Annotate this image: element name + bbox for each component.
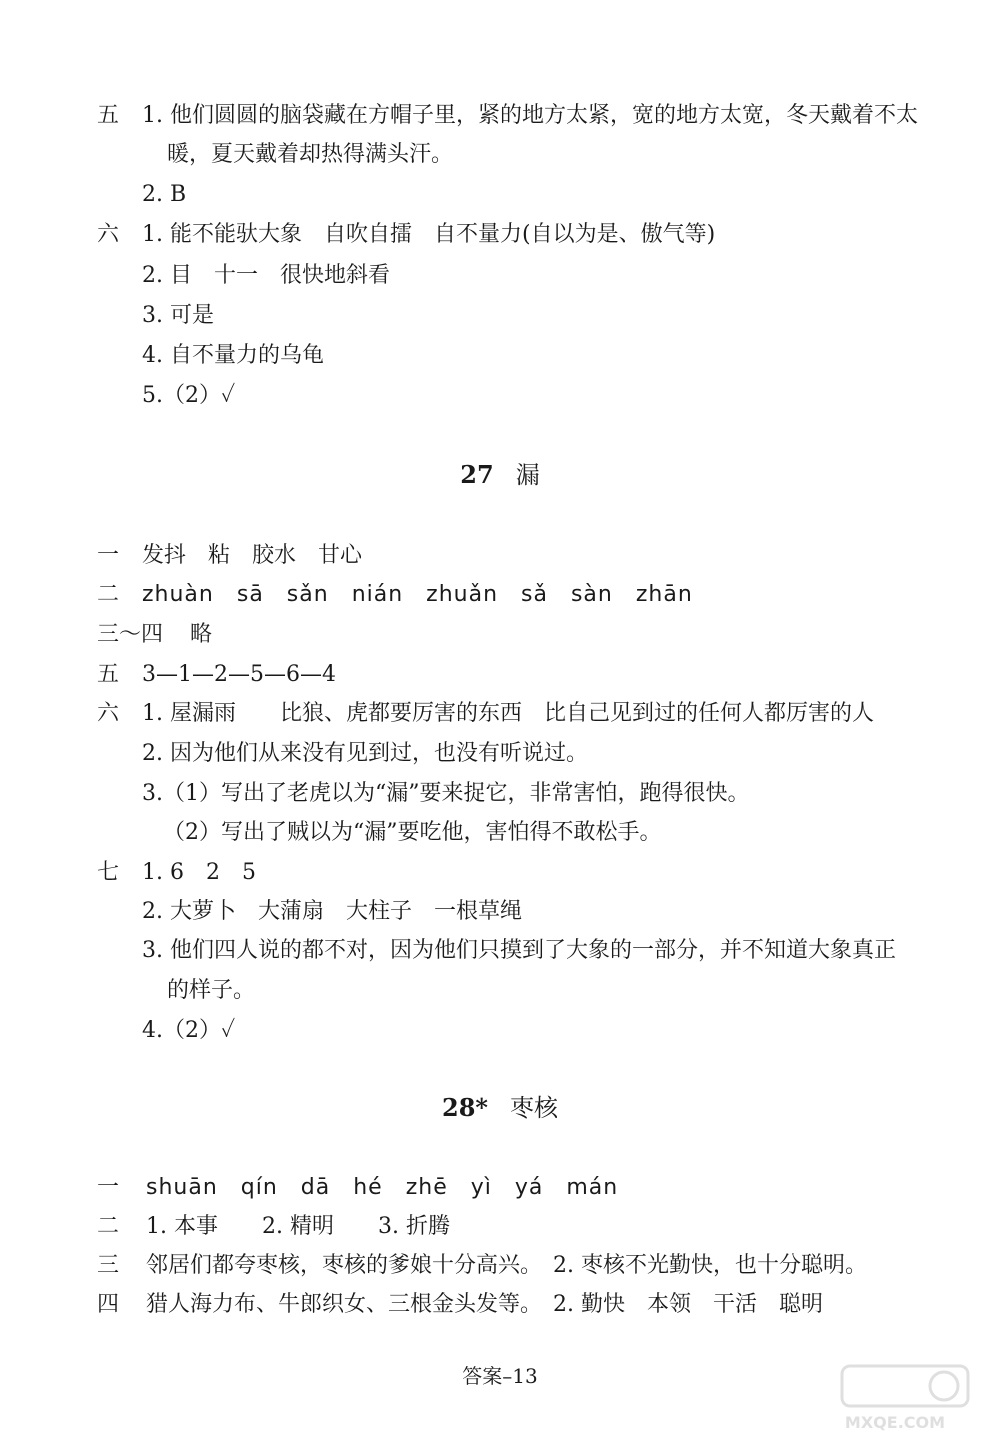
section-6-number: 六: [97, 222, 120, 247]
l27-item-6-line-1: 1. 6 2 5: [142, 860, 256, 885]
lesson-28-number: 28*: [442, 1093, 488, 1122]
l28-item-1-number: 一: [97, 1175, 120, 1200]
l27-item-5-line-4: （2）写出了贼以为“漏”要吃他，害怕得不敢松手。: [163, 820, 662, 845]
section-6-line-2: 2. 目 十一 很快地斜看: [142, 263, 390, 288]
l27-item-5-line-2: 2. 因为他们从来没有见到过，也没有听说过。: [142, 741, 588, 766]
watermark-logo: [840, 1362, 970, 1432]
l27-item-6-number: 七: [97, 860, 120, 885]
l27-item-1-text: 发抖 粘 胶水 甘心: [142, 543, 363, 568]
l27-item-4-number: 五: [97, 662, 120, 687]
l27-item-5-line-3: 3.（1）写出了老虎以为“漏”要来捉它，非常害怕，跑得很快。: [142, 781, 750, 806]
section-5-line-2: 暖，夏天戴着却热得满头汗。: [167, 142, 454, 167]
l27-item-2-text: zhuàn sā sǎn nián zhuǎn sǎ sàn zhān: [142, 582, 693, 607]
l27-item-4-text: 3—1—2—5—6—4: [142, 662, 336, 687]
page-footer: 答案–13: [462, 1364, 538, 1388]
section-5-number: 五: [97, 103, 120, 128]
section-6-line-5: 5.（2）✓: [142, 383, 236, 408]
l28-item-1-text: shuān qín dā hé zhē yì yá mán: [146, 1175, 619, 1200]
svg-text:MXQE.COM: MXQE.COM: [844, 1413, 946, 1432]
l28-item-2-number: 二: [97, 1214, 120, 1239]
l27-item-2-number: 二: [97, 582, 120, 607]
section-6-line-4: 4. 自不量力的乌龟: [142, 343, 324, 368]
l28-item-4-text: 猎人海力布、牛郎织女、三根金头发等。 2. 勤快 本领 干活 聪明: [146, 1292, 823, 1317]
lesson-28-title: 枣核: [509, 1094, 558, 1122]
l27-item-6-line-3: 3. 他们四人说的都不对，因为他们只摸到了大象的一部分，并不知道大象真正: [142, 938, 896, 963]
l28-item-3-text: 邻居们都夸枣核，枣核的爹娘十分高兴。 2. 枣核不光勤快，也十分聪明。: [146, 1253, 867, 1278]
lesson-28-heading: [0, 1092, 1000, 1124]
section-6-line-3: 3. 可是: [142, 303, 214, 328]
l27-item-6-line-2: 2. 大萝卜 大蒲扇 大柱子 一根草绳: [142, 899, 522, 924]
section-5-line-3: 2. B: [142, 182, 187, 207]
l28-item-3-number: 三: [97, 1253, 120, 1278]
l27-item-6-line-5: 4.（2）✓: [142, 1018, 236, 1043]
section-6-line-1: 1. 能不能驮大象 自吹自擂 自不量力(自以为是、傲气等): [142, 222, 716, 247]
lesson-27-number: 27: [460, 460, 494, 489]
l27-item-5-number: 六: [97, 701, 120, 726]
l27-item-1-number: 一: [97, 543, 120, 568]
l27-item-3-text: 略: [190, 622, 213, 647]
lesson-27-title: 漏: [515, 461, 540, 489]
lesson-27-heading: [0, 459, 1000, 491]
section-5-line-1: 1. 他们圆圆的脑袋藏在方帽子里，紧的地方太紧，宽的地方太宽，冬天戴着不太: [142, 103, 918, 128]
l28-item-2-text: 1. 本事 2. 精明 3. 折腾: [146, 1214, 450, 1239]
l28-item-4-number: 四: [97, 1292, 120, 1317]
l27-item-6-line-4: 的样子。: [167, 978, 256, 1003]
l27-item-3-number: 三～四: [97, 622, 164, 647]
l27-item-5-line-1: 1. 屋漏雨 比狼、虎都要厉害的东西 比自己见到过的任何人都厉害的人: [142, 701, 874, 726]
